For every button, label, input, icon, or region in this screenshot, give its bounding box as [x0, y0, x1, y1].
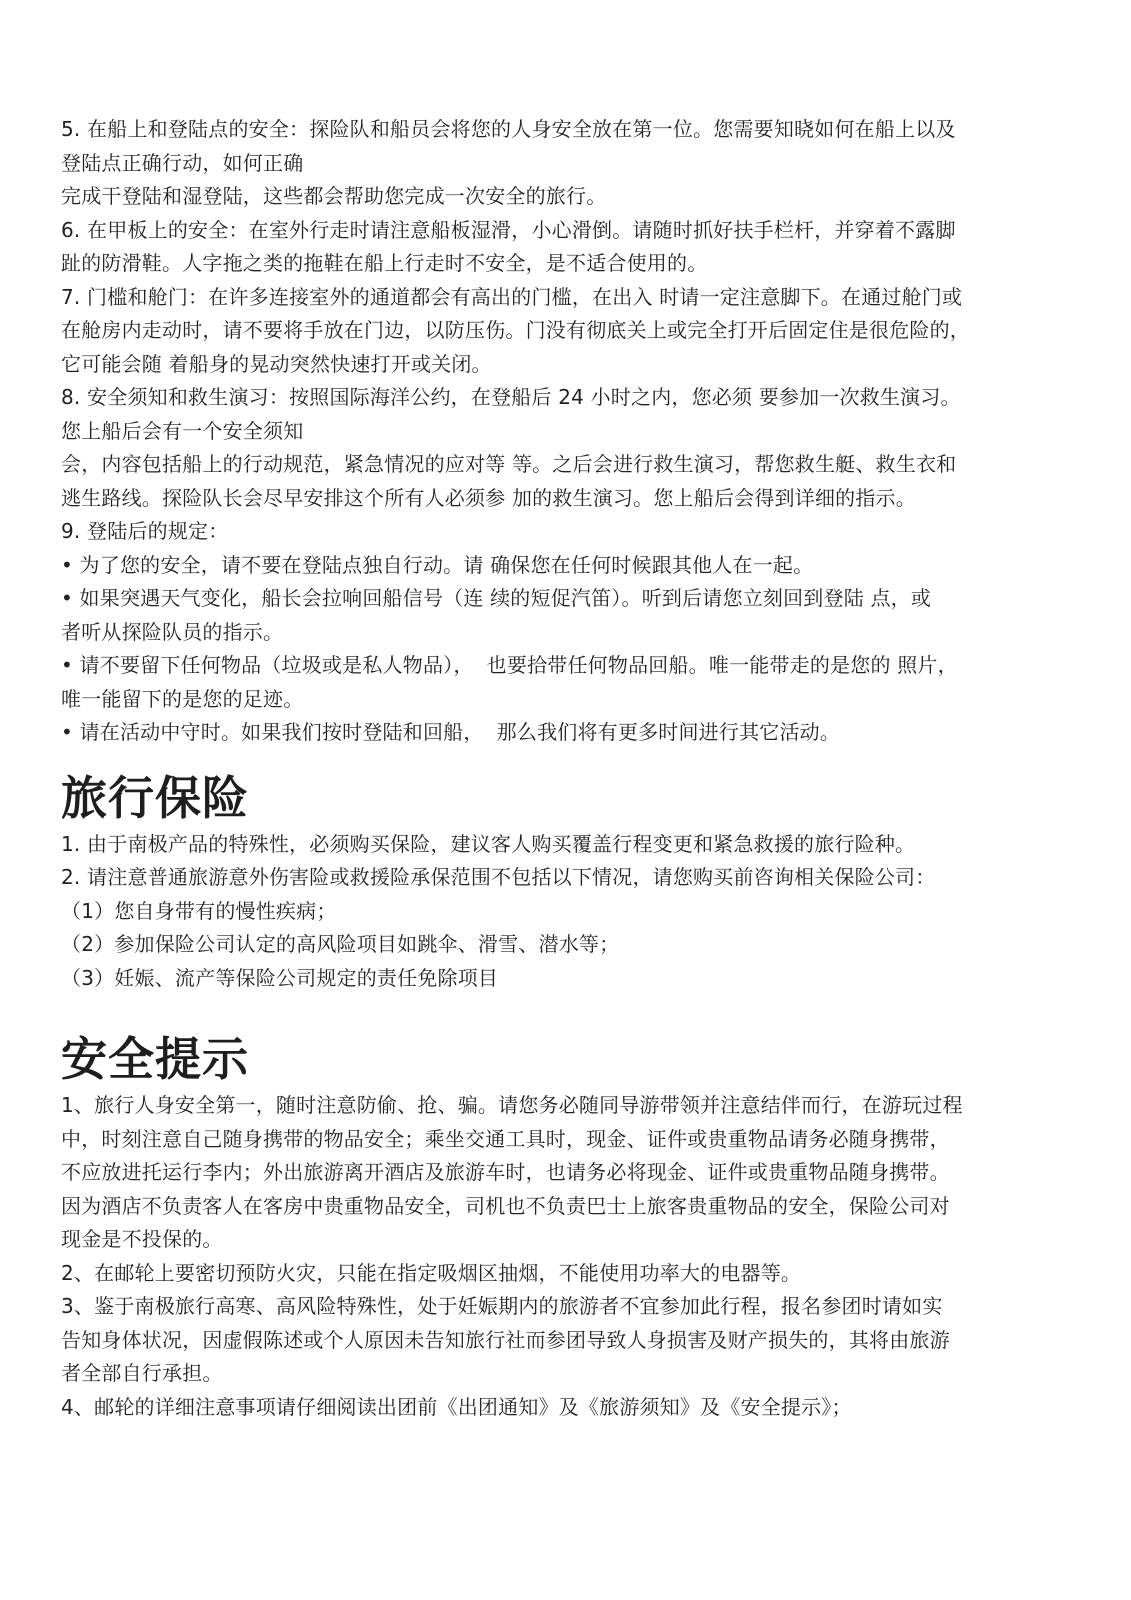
text-line: 中，时刻注意自己随身携带的物品安全；乘坐交通工具时，现金、证件或贵重物品请务必随身携带， [61, 1126, 950, 1151]
text-line: 4、邮轮的详细注意事项请仔细阅读出团前《出团通知》及《旅游须知》及《安全提示》； [61, 1394, 852, 1419]
text-line: 5. 在船上和登陆点的安全：探险队和船员会将您的人身安全放在第一位。您需要知晓如何在船上以及 [61, 117, 956, 141]
bullet-line: • 请在活动中守时。如果我们按时登陆和回船， 那么我们将有更多时间进行其它活动。 [61, 720, 841, 744]
text-line: 1、旅行人身安全第一，随时注意防偷、抢、骗。请您务必随同导游带领并注意结伴而行，在游玩过程 [61, 1093, 963, 1117]
safety-tips-section [61, 1089, 1067, 1424]
text-line: （2）参加保险公司认定的高风险项目如跳伞、滑雪、潜水等； [61, 932, 620, 956]
text-line: 9. 登陆后的规定： [61, 519, 229, 543]
text-line: 因为酒店不负责客人在客房中贵重物品安全，司机也不负责巴士上旅客贵重物品的安全，保险公司对 [61, 1193, 950, 1218]
text-line: 8. 安全须知和救生演习：按照国际海洋公约，在登船后 24 小时之内，您必须 要参加一次救生演习。 [61, 385, 961, 409]
text-line: 在舱房内走动时，请不要将手放在门边，以防压伤。门没有彻底关上或完全打开后固定住是很危险的， [61, 318, 970, 342]
insurance-heading: 旅行保险 [61, 770, 249, 825]
bullet-line: • 如果突遇天气变化，船长会拉响回船信号（连 续的短促汽笛）。听到后请您立刻回到登陆 点，或 [61, 586, 932, 610]
bullet-line: • 请不要留下任何物品（垃圾或是私人物品）， 也要拾带任何物品回船。唯一能带走的是您的 照片， [61, 653, 958, 677]
text-line: 3、鉴于南极旅行高寒、高风险特殊性，处于妊娠期内的旅游者不宜参加此行程，报名参团时请如实 [61, 1294, 943, 1318]
text-line: 登陆点正确行动，如何正确 [61, 150, 304, 175]
insurance-section [61, 828, 1067, 996]
text-line: （3）妊娠、流产等保险公司规定的责任免除项目 [61, 965, 499, 990]
text-line: 者全部自行承担。 [61, 1361, 223, 1385]
text-line: 者听从探险队员的指示。 [61, 619, 284, 644]
text-line: 逃生路线。探险队长会尽早安排这个所有人必须参 加的救生演习。您上船后会得到详细的指示。 [61, 485, 916, 510]
text-line: 6. 在甲板上的安全：在室外行走时请注意船板湿滑，小心滑倒。请随时抓好扶手栏杆，并穿着不露脚 [61, 217, 956, 242]
safety-rules-section [61, 113, 1067, 750]
text-line: 不应放进托运行李内；外出旅游离开酒店及旅游车时，也请务必将现金、证件或贵重物品随身携带。 [61, 1160, 950, 1184]
safety-tips-heading: 安全提示 [61, 1032, 249, 1086]
text-line: 1. 由于南极产品的特殊性，必须购买保险，建议客人购买覆盖行程变更和紧急救援的旅行险种。 [61, 831, 916, 856]
text-line: 唯一能留下的是您的足迹。 [61, 686, 304, 711]
text-line: 现金是不投保的。 [61, 1227, 223, 1251]
text-line: 您上船后会有一个安全须知 [61, 418, 304, 443]
text-line: 它可能会随 着船身的晃动突然快速打开或关闭。 [61, 351, 492, 376]
text-line: 2、在邮轮上要密切预防火灾，只能在指定吸烟区抽烟，不能使用功率大的电器等。 [61, 1260, 802, 1285]
text-line: 会，内容包括船上的行动规范，紧急情况的应对等 等。之后会进行救生演习，帮您救生艇、救生衣和 [61, 452, 957, 476]
text-line: 2. 请注意普通旅游意外伤害险或救援险承保范围不包括以下情况，请您购买前咨询相关保险公司： [61, 865, 936, 889]
text-line: 7. 门槛和舱门：在许多连接室外的通道都会有高出的门槛，在出入 时请一定注意脚下。在通过舱门或 [61, 284, 963, 309]
text-line: 趾的防滑鞋。人字拖之类的拖鞋在船上行走时不安全，是不适合使用的。 [61, 251, 708, 275]
text-line: 告知身体状况，因虚假陈述或个人原因未告知旅行社而参团导致人身损害及财产损失的，其将由旅游 [61, 1327, 950, 1352]
text-line: 完成干登陆和湿登陆，这些都会帮助您完成一次安全的旅行。 [61, 184, 607, 208]
text-line: （1）您自身带有的慢性疾病； [61, 898, 337, 923]
bullet-line: • 为了您的安全，请不要在登陆点独自行动。请 确保您在任何时候跟其他人在一起。 [61, 552, 814, 577]
